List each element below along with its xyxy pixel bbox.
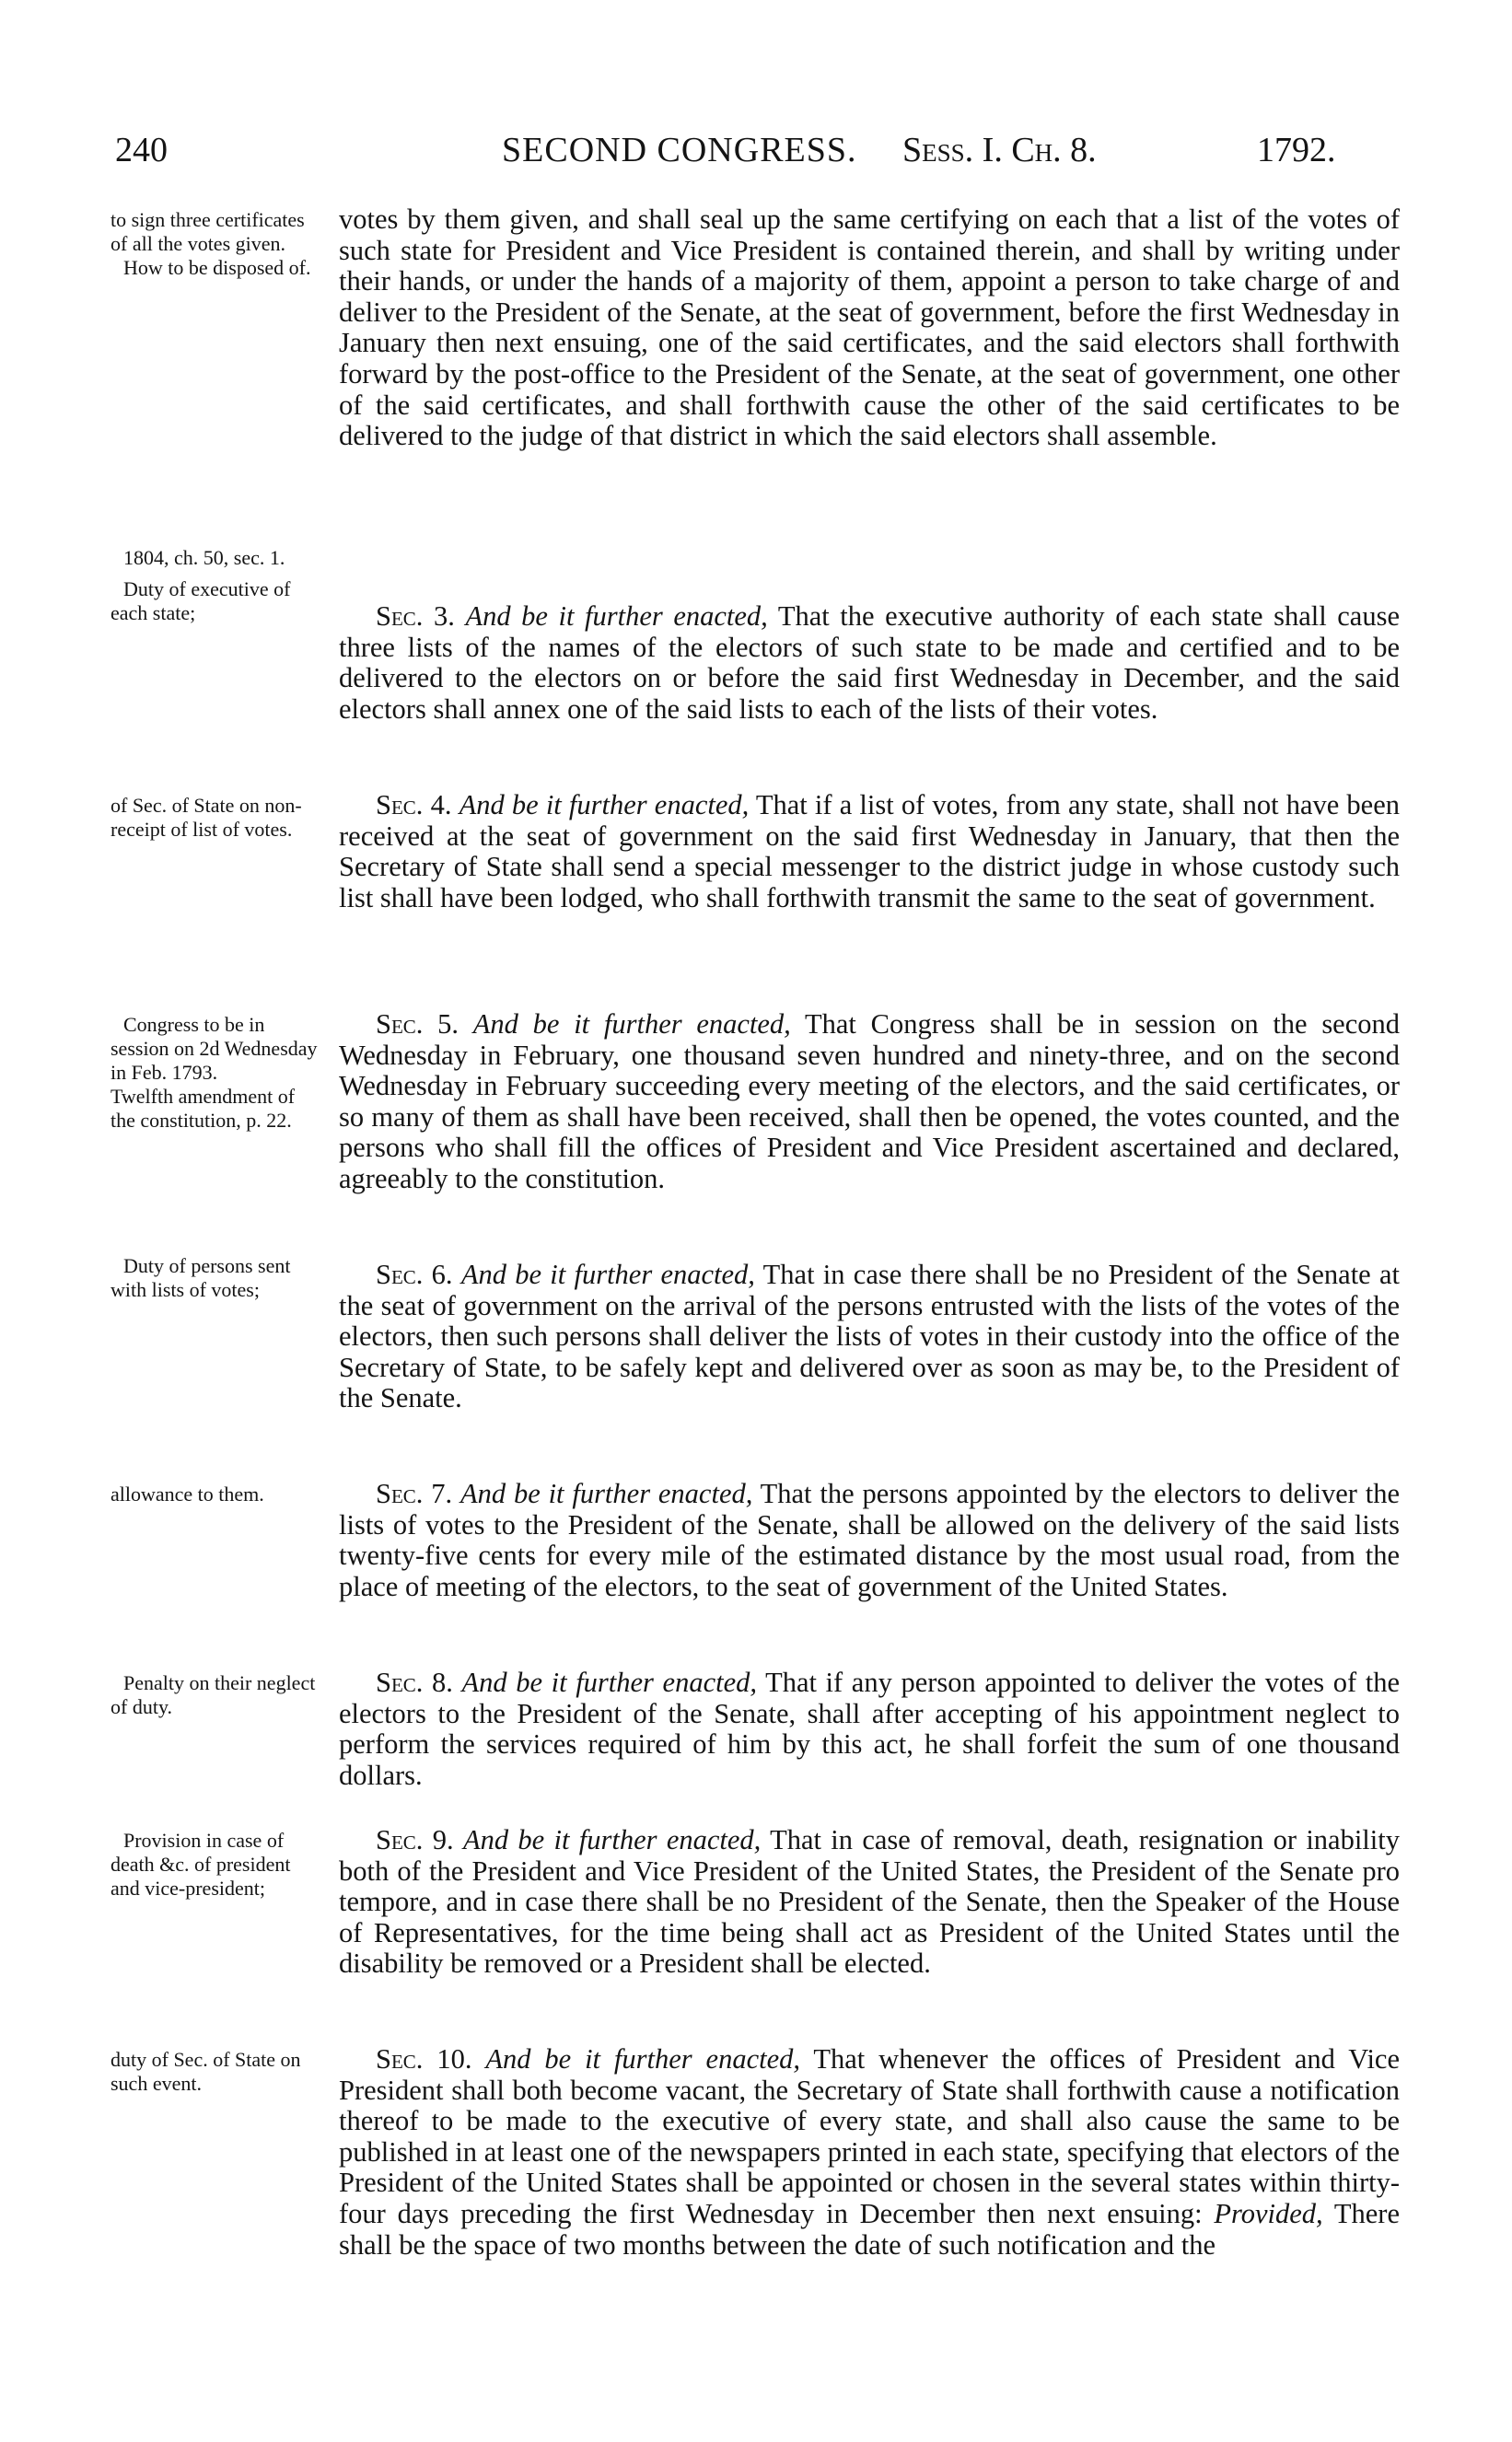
section-text: That if any person appointed to deliver the votes of the electors to the President of the Senate, shall after accepting of his appointment neglect to perform the services required of him by this act, he shall forfeit the sum of one thousand dollars.	[339, 1667, 1400, 1791]
section-paragraph: votes by them given, and shall seal up the same certifying on each that a list of the votes of such state for President and Vice President is contained therein, and shall by writing under their hands, or under the hands of a majority of them, appoint a person to take charge of and deliver to the President of the Senate, at the seat of government, before the first Wednesday in January then next ensuing, one of the said certificates, and the said electors shall forthwith forward by the post-office to the President of the Senate, at the seat of government, one other of the said certificates, and shall forthwith cause the other of the said certificates to be delivered to the judge of that district in which the said electors shall assemble.	[339, 204, 1400, 452]
margin-note: of Sec. of State on non-receipt of list of votes.	[110, 794, 302, 841]
margin-note: Duty of executive of each state;	[110, 577, 291, 624]
section-text: That in case of removal, death, resignation or inability both of the President and Vice President of the United States, the President of the Senate pro tempore, and in case there shall be no President of the Senate, then the Speaker of the House of Representatives, for the time being shall act as President of the United States until the disability be removed or a President shall be elected.	[339, 1824, 1400, 1980]
section-number: Sec. 5.	[376, 1008, 459, 1040]
margin-notes	[110, 1483, 324, 1506]
section-paragraph	[339, 1825, 1400, 1980]
margin-note: Congress to be in session on 2d Wednesday in Feb. 1793.	[110, 1013, 318, 1084]
section-paragraph	[339, 1668, 1400, 1791]
section-paragraph	[339, 1260, 1400, 1414]
running-header	[115, 127, 1390, 173]
enacting-clause: And be it further enacted,	[461, 1667, 757, 1698]
section-number: Sec. 6.	[376, 1259, 453, 1290]
section-10	[110, 2044, 1400, 2261]
margin-notes	[110, 2048, 324, 2096]
enacting-clause: And be it further enacted,	[462, 1824, 762, 1855]
section-paragraph	[339, 1479, 1400, 1602]
enacting-clause: And be it further enacted,	[485, 2043, 801, 2075]
section-text: That whenever the offices of President and Vice President shall both become vacant, the Secretary of State shall forthwith cause a notification thereof to be made to the executive of every state, and shall also cause the same to be published in at least one of the newspapers printed in each state, specifying that electors of the President of the United States shall be appointed or chosen in the several states within thirty-four days preceding the first Wednesday in December then next ensuing:	[339, 2043, 1400, 2229]
margin-notes	[110, 1671, 324, 1719]
section-text: That if a list of votes, from any state, shall not have been received at the seat of government on the said first Wednesday in January, that then the Secretary of State shall send a special messenger to the district judge in whose custody such list shall have been lodged, who shall forthwith transmit the same to the seat of government.	[339, 789, 1400, 913]
enacting-clause: And be it further enacted,	[472, 1008, 791, 1040]
margin-notes	[110, 1829, 324, 1901]
margin-note: 1804, ch. 50, sec. 1.	[123, 546, 285, 569]
proviso-word: Provided,	[1214, 2197, 1323, 2229]
section-text: That Congress shall be in session on the second Wednesday in February, one thousand seven hundred and ninety-three, and on the second Wednesday in February succeeding every meeting of the electors, and the said certificates, or so many of them as shall have been received, shall then be opened, the votes counted, and the persons who shall fill the offices of President and Vice President ascertained and declared, agreeably to the constitution.	[339, 1008, 1401, 1194]
margin-note: to sign three certificates of all the votes given.	[110, 208, 305, 255]
section-6	[110, 1254, 1400, 1479]
section-paragraph	[339, 2044, 1400, 2261]
margin-note: How to be disposed of.	[123, 256, 311, 279]
enacting-clause: And be it further enacted,	[460, 1259, 755, 1290]
section-number: Sec. 8.	[376, 1667, 453, 1698]
margin-notes	[110, 208, 324, 280]
section-4	[110, 790, 1400, 1009]
section-8	[110, 1668, 1400, 1825]
margin-note: Twelfth amendment of the constitution, p. 22.	[110, 1085, 296, 1132]
header-session: Sess. I. Ch. 8.	[902, 131, 1097, 169]
margin-note: allowance to them.	[110, 1483, 264, 1506]
margin-notes	[110, 546, 324, 625]
margin-note: Duty of persons sent with lists of votes;	[110, 1254, 291, 1301]
page-number: 240	[115, 131, 168, 169]
section-number: Sec. 9.	[376, 1824, 454, 1855]
section-text: That in case there shall be no President of the Senate at the seat of government on the arrival of the persons entrusted with the lists of the votes of the electors, then such persons shall deliver the lists of votes in their custody into the office of the Secretary of State, to be safely kept and delivered over as soon as may be, to the President of the Senate.	[339, 1259, 1400, 1414]
margin-notes	[110, 1254, 324, 1302]
section-2-continuation	[110, 204, 1400, 601]
margin-note: Penalty on their neglect of duty.	[110, 1671, 316, 1718]
section-number: Sec. 7.	[376, 1478, 453, 1509]
section-paragraph	[339, 1009, 1400, 1195]
header-title: SECOND CONGRESS.	[502, 131, 857, 169]
header-year: 1792.	[1257, 131, 1336, 169]
section-number: Sec. 4.	[376, 789, 452, 820]
section-3	[110, 546, 1400, 790]
margin-notes	[110, 794, 324, 842]
section-9	[110, 1825, 1400, 2044]
section-number: Sec. 10.	[376, 2043, 472, 2075]
statute-body	[110, 204, 1400, 2261]
section-paragraph	[339, 790, 1400, 913]
margin-note: duty of Sec. of State on such event.	[110, 2048, 301, 2095]
enacting-clause: And be it further enacted,	[459, 1478, 753, 1509]
section-text: That the executive authority of each state shall cause three lists of the names of the electors of such state to be made and certified and to be delivered to the electors on or before the said first Wednesday in December, and the said electors shall annex one of the said lists to each of the lists of their votes.	[339, 600, 1400, 725]
margin-note: Provision in case of death &c. of president and vice-president;	[110, 1829, 291, 1900]
section-number: Sec. 3.	[376, 600, 455, 632]
enacting-clause: And be it further enacted,	[459, 789, 750, 820]
enacting-clause: And be it further enacted,	[465, 600, 768, 632]
margin-notes	[110, 1013, 324, 1133]
section-paragraph	[339, 601, 1400, 725]
section-7	[110, 1479, 1400, 1668]
section-text: That the persons appointed by the electors to deliver the lists of votes to the President of the Senate, shall be allowed on the delivery of the said lists twenty-five cents for every mile of the estimated distance by the most usual road, from the place of meeting of the electors, to the seat of government of the United States.	[339, 1478, 1400, 1602]
section-text-tail: There shall be the space of two months between the date of such notification and the	[339, 2197, 1401, 2261]
section-5	[110, 1009, 1400, 1260]
